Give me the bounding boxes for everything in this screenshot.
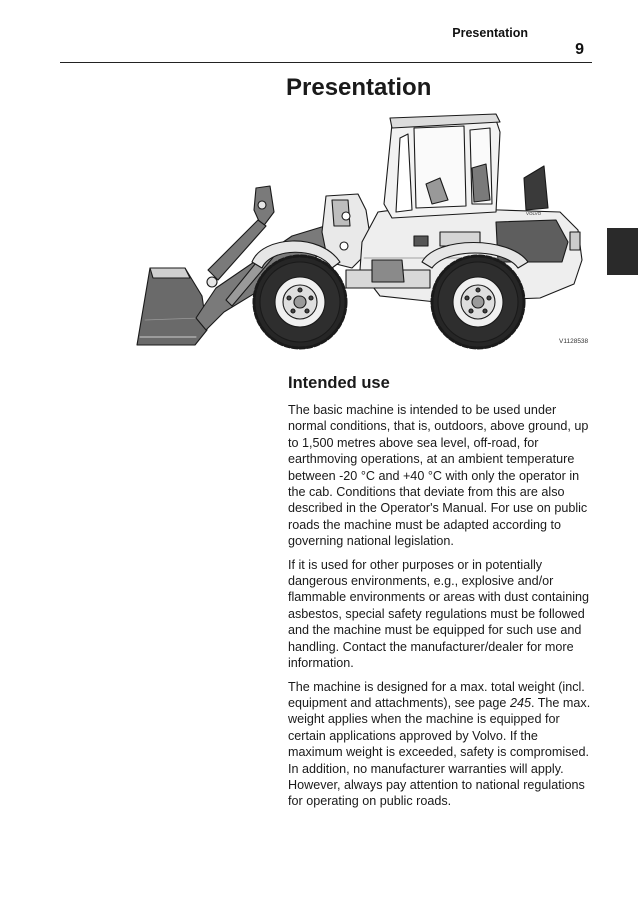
page-reference-link[interactable]: 245 [509, 695, 531, 710]
header-divider [60, 62, 592, 63]
front-wheel-shape [254, 256, 346, 348]
wheel-loader-illustration [130, 108, 595, 353]
page-title: Presentation [286, 74, 432, 101]
intended-use-heading: Intended use [288, 374, 390, 392]
brand-mark-text: VOLVO [526, 211, 542, 216]
paragraph-3-rest: . The max. weight applies when the machine is equipped for certain applications approved by Volvo. If the maximum weight is exceeded, safety is compromised. In addition, no manufacturer warranties will apply. However, always pay attention to national regulations for operating on public roads. [288, 695, 591, 809]
cab-shape [384, 114, 500, 218]
paragraph-3-lead: The machine is designed for a max. total weight (incl. equipment and attachments), see page [288, 679, 585, 710]
intended-use-paragraph-1: The basic machine is intended to be used under normal conditions, that is, outdoors, above ground, up to 1,500 metres above sea level, off-road, for earthmoving operations, at an ambient temperature between -20 °C and +40 °C with only the operator in the cab. Conditions that deviate from this are also described in the Operator's Manual. For use on public roads the machine must be adapted according to governing national legislation. [288, 403, 589, 549]
intended-use-body [288, 402, 592, 817]
bucket-shape [137, 268, 207, 345]
rear-wheel-shape [432, 256, 524, 348]
intended-use-paragraph-2: If it is used for other purposes or in potentially dangerous environments, e.g., explosive and/or flammable environments or areas with dust containing asbestos, special safety regulations must be followed and the machine must be equipped for such use and handling. Contact the manufacturer/dealer for more information. [288, 557, 590, 671]
chapter-thumb-tab [607, 228, 638, 275]
figure-code: V1128538 [559, 338, 589, 345]
intended-use-paragraph-3 [288, 679, 592, 810]
running-header-section: Presentation [452, 26, 528, 40]
page-number: 9 [575, 41, 584, 58]
